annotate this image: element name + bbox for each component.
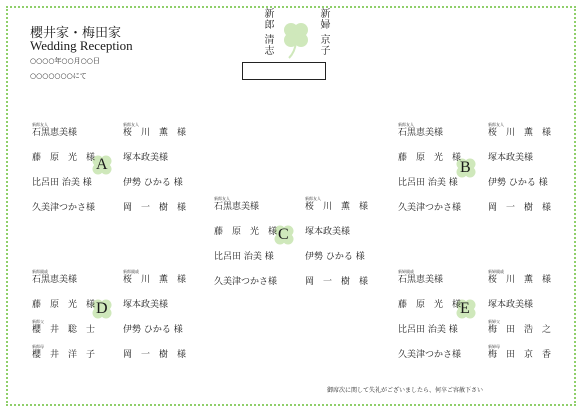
guest-seat: [488, 320, 551, 335]
guest-name: 比呂田 治美 様: [398, 325, 458, 335]
guest-seat: [488, 295, 533, 310]
guest-seat: [32, 270, 77, 285]
table-label: C: [278, 226, 289, 243]
guest-name: 久美津つかさ様: [398, 350, 462, 360]
guest-relation: 新婦親戚: [398, 269, 414, 274]
guest-seat: [398, 295, 461, 310]
guest-name: 岡 一 樹 様: [488, 203, 552, 213]
family-names: 櫻井家・梅田家: [30, 26, 122, 41]
guest-relation: 新婦母: [488, 344, 500, 349]
guest-seat: [32, 148, 95, 163]
guest-seat: [398, 270, 443, 285]
guest-name: 伊勢 ひかる 様: [305, 252, 365, 262]
guest-seat: [488, 345, 551, 360]
guest-relation: 新郎親戚: [32, 269, 48, 274]
guest-seat: [305, 272, 368, 287]
guest-seat: [123, 345, 186, 360]
guest-name: 藤 原 光 様: [214, 227, 278, 237]
table-label: D: [96, 300, 108, 317]
guest-seat: [488, 270, 551, 285]
guest-name: 藤 原 光 様: [398, 300, 462, 310]
guest-name: 岡 一 樹 様: [305, 277, 369, 287]
guest-relation: 新郎友人: [123, 122, 139, 127]
guest-seat: [214, 197, 259, 212]
guest-seat: [123, 173, 183, 188]
guest-relation: 新郎友人: [398, 122, 414, 127]
guest-relation: 新郎親戚: [123, 269, 139, 274]
guest-name: 塚本政美様: [123, 300, 169, 310]
guest-relation: 新郎友人: [305, 196, 321, 201]
clover-icon: [281, 20, 311, 64]
guest-name: 櫻 井 洋 子: [32, 350, 96, 360]
guest-seat: [305, 222, 350, 237]
guest-name: 伊勢 ひかる 様: [123, 178, 183, 188]
guest-seat: [214, 222, 277, 237]
guest-seat: [123, 123, 186, 138]
guest-seat: [123, 295, 168, 310]
guest-name: 櫻 井 聡 士: [32, 325, 96, 335]
guest-name: 藤 原 光 様: [398, 153, 462, 163]
guest-name: 伊勢 ひかる 様: [123, 325, 183, 335]
guest-seat: [305, 247, 365, 262]
guest-relation: 新郎母: [32, 344, 44, 349]
guest-seat: [32, 123, 77, 138]
guest-name: 桜 川 薫 様: [123, 128, 187, 138]
groom-name: 清志: [262, 34, 273, 56]
guest-seat: [123, 320, 183, 335]
guest-seat: [305, 197, 368, 212]
guest-seat: [488, 148, 533, 163]
guest-name: 久美津つかさ様: [214, 277, 278, 287]
head-table: [242, 62, 326, 80]
guest-relation: 新婦父: [488, 319, 500, 324]
guest-name: 石黒恵美様: [398, 128, 444, 138]
guest-name: 石黒恵美様: [32, 275, 78, 285]
guest-name: 桜 川 薫 様: [488, 275, 552, 285]
guest-seat: [398, 148, 461, 163]
guest-name: 比呂田 治美 様: [214, 252, 274, 262]
guest-name: 塚本政美様: [305, 227, 351, 237]
event-date: ○○○○年○○月○○日: [30, 57, 100, 65]
bride-label: 新婦: [318, 8, 329, 30]
guest-name: 梅 田 京 香: [488, 350, 552, 360]
guest-name: 桜 川 薫 様: [123, 275, 187, 285]
footer-note: 御席次に関して失礼がございましたら、何卒ご容赦下さい: [327, 387, 484, 394]
guest-relation: 新郎友人: [488, 122, 504, 127]
table-label: B: [460, 159, 471, 176]
guest-seat: [398, 173, 458, 188]
guest-seat: [398, 345, 461, 360]
guest-seat: [32, 198, 95, 213]
guest-name: 久美津つかさ様: [32, 203, 96, 213]
guest-name: 石黒恵美様: [214, 202, 260, 212]
guest-name: 石黒恵美様: [398, 275, 444, 285]
table-label: A: [96, 156, 108, 173]
guest-name: 岡 一 樹 様: [123, 350, 187, 360]
bride-name: 京子: [318, 34, 329, 56]
table-label: E: [460, 300, 470, 317]
guest-name: 桜 川 薫 様: [488, 128, 552, 138]
guest-name: 塚本政美様: [488, 153, 534, 163]
guest-seat: [488, 173, 548, 188]
event-title: Wedding Reception: [30, 38, 133, 53]
guest-seat: [488, 123, 551, 138]
guest-seat: [214, 272, 277, 287]
guest-seat: [123, 270, 186, 285]
guest-name: 梅 田 浩 之: [488, 325, 552, 335]
guest-seat: [123, 198, 186, 213]
guest-seat: [398, 198, 461, 213]
guest-name: 比呂田 治美 様: [32, 178, 92, 188]
guest-name: 岡 一 樹 様: [123, 203, 187, 213]
guest-name: 塚本政美様: [488, 300, 534, 310]
guest-seat: [488, 198, 551, 213]
guest-seat: [123, 148, 168, 163]
guest-name: 久美津つかさ様: [398, 203, 462, 213]
guest-relation: 新婦親戚: [488, 269, 504, 274]
guest-name: 比呂田 治美 様: [398, 178, 458, 188]
guest-name: 石黒恵美様: [32, 128, 78, 138]
guest-seat: [32, 295, 95, 310]
guest-relation: 新郎友人: [214, 196, 230, 201]
guest-seat: [32, 320, 95, 335]
guest-seat: [398, 123, 443, 138]
guest-seat: [214, 247, 274, 262]
groom-label: 新郎: [262, 8, 273, 30]
guest-seat: [398, 320, 458, 335]
event-venue: ○○○○○○○にて: [30, 72, 87, 80]
guest-seat: [32, 173, 92, 188]
guest-relation: 新郎父: [32, 319, 44, 324]
guest-name: 藤 原 光 様: [32, 300, 96, 310]
guest-name: 伊勢 ひかる 様: [488, 178, 548, 188]
guest-seat: [32, 345, 95, 360]
guest-relation: 新郎友人: [32, 122, 48, 127]
guest-name: 塚本政美様: [123, 153, 169, 163]
guest-name: 桜 川 薫 様: [305, 202, 369, 212]
guest-name: 藤 原 光 様: [32, 153, 96, 163]
